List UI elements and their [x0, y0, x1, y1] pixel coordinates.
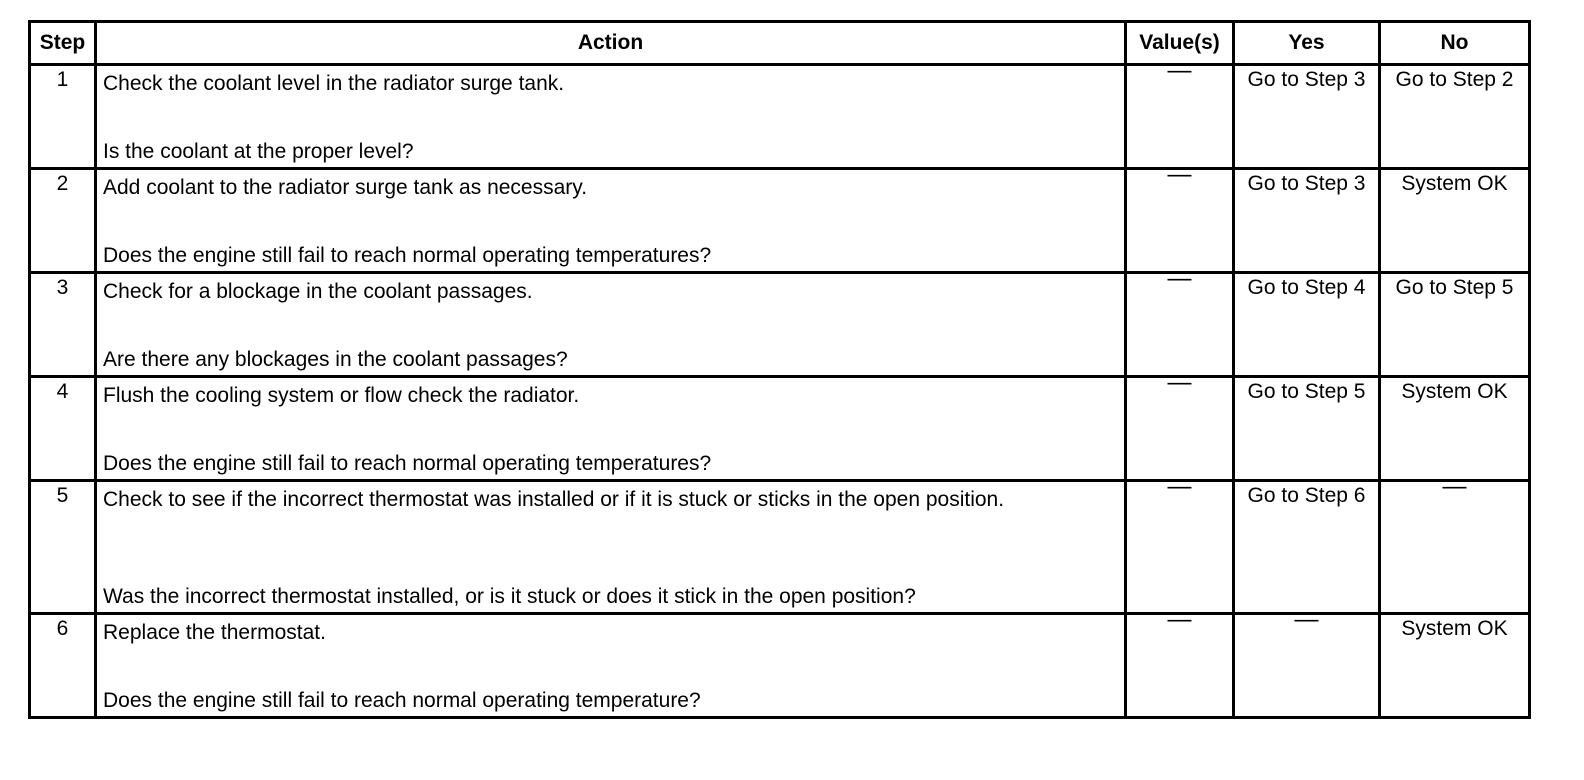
step-number: 3 — [30, 273, 96, 377]
action-instruction: Add coolant to the radiator surge tank as necessary. — [103, 176, 588, 199]
no-cell: Go to Step 5 — [1380, 273, 1530, 377]
action-cell — [96, 273, 1126, 377]
diagnostic-table-container — [28, 20, 1528, 719]
yes-cell: Go to Step 4 — [1234, 273, 1380, 377]
action-cell — [96, 614, 1126, 718]
action-question: Are there any blockages in the coolant passages? — [103, 348, 568, 371]
no-cell: System OK — [1380, 377, 1530, 481]
step-number: 4 — [30, 377, 96, 481]
header-step: Step — [30, 22, 96, 65]
action-question: Was the incorrect thermostat installed, or is it stuck or does it stick in the open position? — [103, 585, 916, 608]
action-question: Is the coolant at the proper level? — [103, 140, 414, 163]
diagnostic-table — [28, 20, 1531, 719]
action-question: Does the engine still fail to reach normal operating temperatures? — [103, 452, 712, 475]
value-cell — [1126, 369, 1234, 481]
no-dash: — — [1442, 473, 1467, 500]
step-number: 2 — [30, 169, 96, 273]
header-values: Value(s) — [1126, 22, 1234, 65]
table-row — [30, 65, 1530, 169]
no-cell: Go to Step 2 — [1380, 65, 1530, 169]
value-dash: — — [1167, 473, 1192, 500]
value-cell — [1126, 606, 1234, 718]
value-dash: — — [1167, 265, 1192, 292]
action-instruction: Replace the thermostat. — [103, 621, 326, 644]
value-dash: — — [1167, 369, 1192, 396]
action-instruction: Check for a blockage in the coolant passages. — [103, 280, 533, 303]
action-cell — [96, 169, 1126, 273]
no-cell: System OK — [1380, 614, 1530, 718]
value-cell — [1126, 57, 1234, 169]
action-question: Does the engine still fail to reach normal operating temperature? — [103, 689, 701, 712]
yes-cell: Go to Step 3 — [1234, 65, 1380, 169]
action-instruction: Flush the cooling system or flow check the radiator. — [103, 384, 580, 407]
table-row — [30, 377, 1530, 481]
value-cell — [1126, 265, 1234, 377]
action-cell — [96, 65, 1126, 169]
value-dash: — — [1167, 57, 1192, 84]
value-dash: — — [1167, 606, 1192, 633]
no-cell — [1380, 473, 1530, 614]
action-instruction: Check to see if the incorrect thermostat was installed or if it is stuck or sticks in the open position. — [103, 488, 1005, 511]
step-number: 1 — [30, 65, 96, 169]
value-cell — [1126, 161, 1234, 273]
table-row — [30, 481, 1530, 614]
step-number: 6 — [30, 614, 96, 718]
value-dash: — — [1167, 161, 1192, 188]
table-row — [30, 614, 1530, 718]
yes-cell — [1234, 606, 1380, 718]
action-cell — [96, 377, 1126, 481]
yes-dash: — — [1294, 606, 1319, 633]
yes-cell: Go to Step 3 — [1234, 169, 1380, 273]
yes-cell: Go to Step 6 — [1234, 481, 1380, 614]
no-cell: System OK — [1380, 169, 1530, 273]
action-cell — [96, 481, 1126, 614]
header-no: No — [1380, 22, 1530, 65]
table-row — [30, 273, 1530, 377]
header-row — [30, 22, 1530, 65]
step-number: 5 — [30, 481, 96, 614]
yes-cell: Go to Step 5 — [1234, 377, 1380, 481]
action-question: Does the engine still fail to reach normal operating temperatures? — [103, 244, 712, 267]
header-yes: Yes — [1234, 22, 1380, 65]
value-cell — [1126, 473, 1234, 614]
header-action: Action — [96, 22, 1126, 65]
table-row — [30, 169, 1530, 273]
action-instruction: Check the coolant level in the radiator surge tank. — [103, 72, 565, 95]
